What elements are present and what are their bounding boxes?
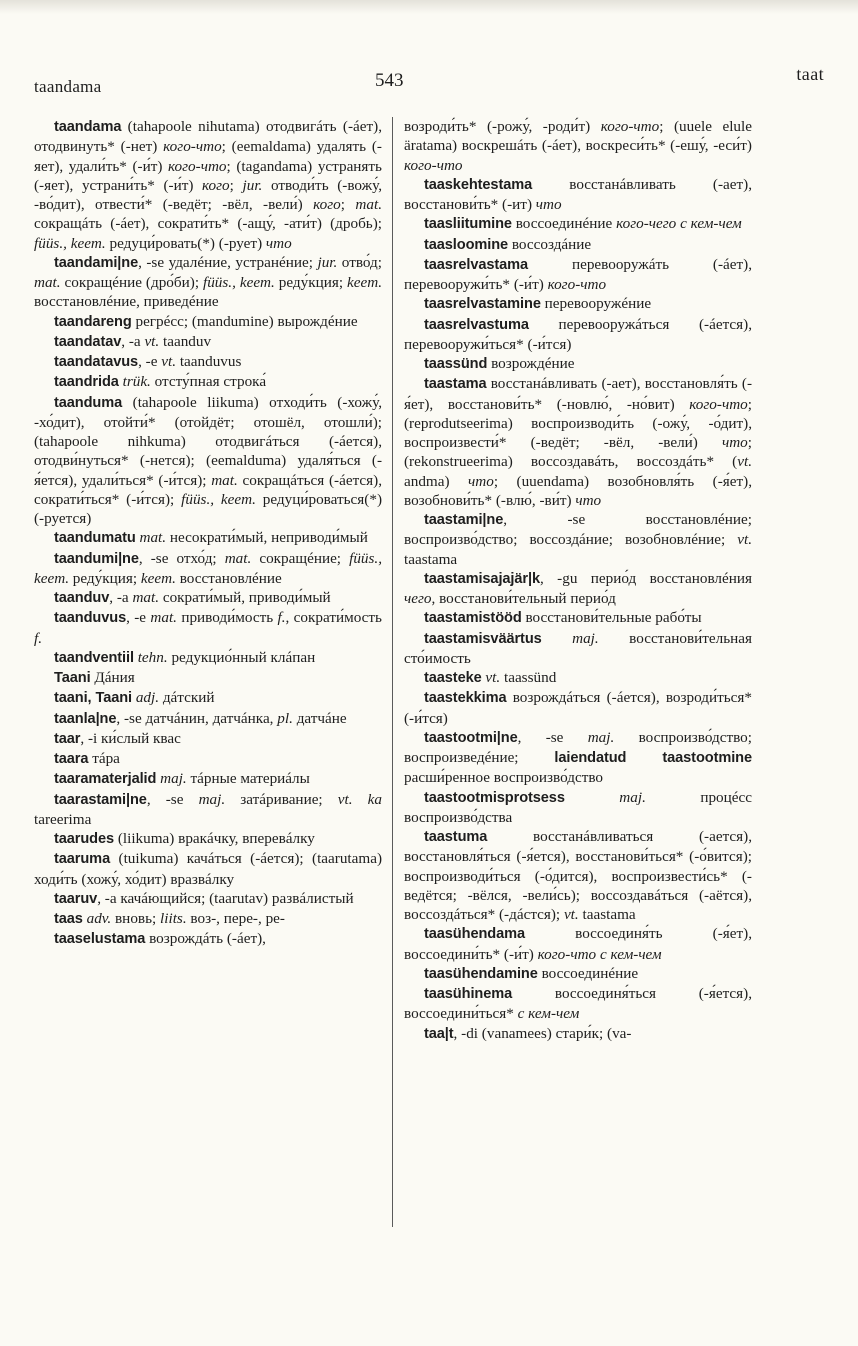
dictionary-entry — [404, 728, 752, 788]
italic-label: füüs., keem. — [202, 274, 275, 291]
italic-label: что — [265, 234, 292, 252]
italic-label: füüs., keem. — [34, 549, 383, 587]
italic-label: кого — [202, 176, 230, 194]
headword: taarudes — [54, 831, 115, 847]
definition-text: , -a — [109, 589, 133, 606]
dictionary-entry — [34, 608, 382, 648]
definition-text: воссоединéние — [511, 215, 617, 233]
definition-text: отсту́пная строка́ — [150, 373, 267, 391]
headword: taandami|ne — [54, 254, 139, 271]
definition-text: восстанáвливать (-ает), восстанови́ть* (-ит) — [404, 175, 752, 213]
dictionary-entry — [34, 688, 382, 708]
dictionary-entry — [34, 253, 382, 312]
definition-text: ; (uuele elule äratama) воскрешáть (-áет), воскреси́ть* (-ешу́, -еси́т) — [404, 118, 752, 155]
italic-label: keem. — [347, 274, 382, 291]
definition-text: редуци́ровать(*) (-рует) — [105, 234, 266, 252]
headword: taasühinema — [424, 986, 513, 1002]
headword: taas — [54, 911, 83, 927]
definition-text: тáрные материáлы — [186, 770, 310, 788]
definition-text: andma) — [404, 472, 469, 490]
dictionary-entry — [404, 175, 752, 215]
definition-text: перевооружáть (-áет), перевооружи́ть* (-и́т) — [404, 255, 752, 293]
headword: taastamistööd — [424, 610, 522, 627]
dictionary-entry — [34, 829, 382, 849]
definition-text: ; (rekonstrueerima) воссоздавáть, воссоздáть* ( — [404, 434, 752, 471]
headword: taandareng — [54, 313, 132, 330]
italic-label: trük. — [122, 373, 151, 391]
definition-text: воссоединéние — [537, 964, 639, 982]
dictionary-entry — [404, 214, 752, 234]
definition-text: дáтский — [159, 689, 215, 707]
headword: taastekkima — [424, 690, 507, 707]
dictionary-entry — [404, 924, 752, 964]
headword: taanla|ne — [54, 710, 117, 727]
dictionary-entry — [34, 929, 382, 949]
italic-label: vt. — [161, 353, 177, 370]
definition-text: процéсс воспроизво́дства — [404, 788, 752, 826]
dictionary-entry — [404, 354, 752, 374]
italic-label: vt. — [144, 332, 160, 350]
italic-label: vt. ka — [337, 790, 382, 808]
dictionary-entry — [404, 315, 752, 355]
headword: taastamisajajär|k — [424, 570, 540, 587]
definition-text: , -se — [146, 790, 199, 808]
definition-text: восстановлéние, приведéние — [34, 293, 219, 311]
headword: taasliitumine — [424, 216, 512, 233]
italic-label: mat. — [150, 609, 177, 627]
definition-text: (tahapoole liikuma) отходи́ть (-хожу́, -хо́дит), отойти́* (отойдёт; отошёл, отошли́); (tahapoole nihkuma) отодвигáться (-áется), отодви́нуться* (-нется); (eemalduma) удаля́ться (-я́ется), удали́ться* (-и́тся); — [34, 393, 382, 489]
definition-text — [542, 630, 572, 647]
dictionary-entry — [404, 827, 752, 924]
headword: taasühendamine — [424, 965, 538, 982]
definition-text: приводи́мость — [176, 609, 278, 627]
dictionary-entry — [34, 769, 382, 789]
dictionary-entry — [34, 332, 382, 352]
definition-text: сократи́мый, приводи́мый — [159, 589, 331, 606]
italic-label: maj. — [587, 728, 615, 746]
italic-label: liits. — [160, 910, 187, 927]
italic-label: vt. — [737, 453, 752, 471]
definition-text: воз-, пере-, ре- — [186, 910, 285, 927]
running-head-right: taat — [796, 64, 824, 84]
definition-text: восстанови́тельная сто́имость — [404, 629, 753, 667]
definition-text: восстановлéние — [175, 569, 282, 587]
headword: taaruv — [54, 890, 98, 907]
running-head-left: taandama — [34, 77, 102, 96]
definition-text: taastama — [404, 550, 458, 568]
italic-label: f. — [277, 609, 286, 627]
headword: taasteke — [424, 670, 482, 686]
definition-text: расши́ренное воспроизво́дство — [404, 769, 604, 787]
headword: taastama — [424, 376, 487, 393]
headword: taanduvus — [54, 610, 127, 627]
italic-label: кого-чего с кем-чем — [616, 215, 742, 233]
definition-text: taanduv — [159, 332, 212, 350]
italic-label: maj. — [572, 629, 599, 647]
italic-label: keem. — [140, 569, 176, 587]
dictionary-entry — [404, 688, 752, 728]
headword: taandrida — [54, 374, 119, 391]
definition-text: тáра — [88, 750, 120, 767]
definition-text: перевооружáться (-áется), перевооружи́ться* (-и́тся) — [404, 315, 752, 353]
headword: taar — [54, 730, 81, 747]
dictionary-entry — [34, 117, 382, 253]
definition-text: датчáне — [292, 709, 347, 727]
dictionary-entry — [404, 374, 752, 510]
dictionary-entry — [34, 549, 382, 589]
definition-text: , -a — [121, 332, 145, 350]
italic-label: füüs., keem. — [34, 234, 106, 252]
italic-label: чего — [404, 590, 432, 607]
definition-text: возрождáться (-áется), возроди́ться* (-и́тся) — [404, 689, 752, 727]
headword: laiendatud taastootmine — [554, 750, 752, 766]
dictionary-entry — [404, 788, 752, 828]
dictionary-entry — [404, 629, 752, 669]
italic-label: mat. — [139, 529, 167, 547]
definition-text: , -a качáющийся; (taarutav) развáлистый — [97, 889, 354, 907]
headword: taasühendama — [424, 926, 525, 943]
definition-text: реду́кция; — [69, 569, 141, 587]
page-edge — [0, 0, 858, 14]
definition-text: восстанáвливаться (-ается), восстановля́ться (-я́ется), восстанови́ться* (-о́вится); воспроизводи́ться (-о́дится), воспроизвести́сь* (-ведётся; -вёлся, -вели́сь); воссоздавáться (-аётся), воссоздáться* (-дáстся); — [404, 828, 752, 923]
definition-text: ; (uuendama) возобновля́ть (-я́ет), возобнови́ть* (-влю́, -ви́т) — [404, 472, 753, 509]
headword: taandatavus — [54, 354, 139, 370]
definition-text: сокращáться (-áется), сократи́ться* (-и́тся); — [34, 471, 382, 508]
headword: taaskehtestama — [424, 176, 533, 193]
headword: taaruma — [54, 851, 111, 868]
headword: taandama — [54, 119, 122, 135]
definition-text: восстанáвливать (-ает), восстановля́ть (-я́ет), восстанови́ть* (-новлю́, -но́вит) — [404, 375, 752, 413]
italic-label: tehn. — [137, 648, 168, 666]
italic-label: кого-что — [600, 118, 660, 135]
definition-text: ; — [229, 176, 243, 194]
headword: taara — [54, 751, 89, 767]
italic-label: кого-что — [689, 395, 748, 413]
page-header — [30, 60, 830, 100]
italic-label: maj. — [198, 790, 226, 808]
headword: taastuma — [424, 829, 488, 845]
definition-text: , сократи́мость — [285, 609, 382, 627]
italic-label: кого — [313, 196, 341, 213]
definition-text: , -di (vanamees) стари́к; (va- — [453, 1024, 632, 1042]
definition-text: реду́кция; — [274, 274, 347, 291]
dictionary-entry — [404, 510, 752, 569]
italic-label: vt. — [563, 906, 579, 923]
definition-text: затáривание; — [225, 790, 338, 808]
definition-text: ; (eemaldama) удалять (-яет), удали́ть* (-и́т) — [34, 138, 382, 175]
column-divider — [392, 117, 393, 1227]
definition-text: taassünd — [500, 669, 557, 686]
dictionary-entry — [34, 709, 382, 729]
definition-text: восстанови́тельные рабо́ты — [521, 609, 702, 627]
dictionary-entry — [34, 849, 382, 889]
definition-text: , -e — [138, 353, 162, 370]
definition-text: ; (reprodutseerima) воспроизводи́ть (-ожу́, -о́дит), воспроизвести́* (-ведёт; -вёл, -вели́) — [404, 395, 752, 451]
definition-text: , -se датчáнин, датчáнка, — [116, 709, 278, 727]
definition-text: воссоздáние — [508, 235, 592, 253]
headword: Taani — [54, 670, 91, 686]
dictionary-entry — [34, 352, 382, 372]
dictionary-entry — [404, 235, 752, 255]
dictionary-entry — [34, 668, 382, 688]
italic-label: vt. — [737, 531, 752, 549]
definition-text: сокращáть (-áет), сократи́ть* (-ащу́, -ати́т) (дробь); — [34, 215, 382, 233]
headword: taasrelvastamine — [424, 296, 541, 313]
headword: taandventiil — [54, 649, 134, 666]
headword: taastootmisprotsess — [424, 789, 565, 806]
dictionary-entry — [404, 117, 752, 175]
definition-text: , -e — [126, 609, 151, 627]
dictionary-entry — [34, 889, 382, 909]
definition-text: воссоединя́ть (-я́ет), воссоедини́ть* (-и́т) — [404, 925, 752, 963]
definition-text: регрéсс; (mandumine) вырождéние — [131, 312, 358, 330]
definition-text: ; (tagandama) устранять (-яет), устрани́ть* (-и́т) — [34, 157, 382, 194]
italic-label: кого-что с кем-чем — [537, 945, 662, 963]
right-column — [404, 117, 752, 1044]
dictionary-entry — [404, 294, 752, 314]
italic-label: mat. — [224, 549, 252, 567]
headword: taastootmi|ne — [424, 729, 518, 746]
left-column — [34, 117, 382, 950]
headword: taasrelvastama — [424, 256, 529, 273]
dictionary-entry — [34, 909, 382, 929]
italic-label: jur. — [317, 253, 338, 271]
headword: taaselustama — [54, 931, 146, 948]
dictionary-entry — [34, 648, 382, 668]
definition-text: отводи́ть (-вожу́, -во́дит), отвести́* (-ведёт; -вёл, -вели́) — [34, 176, 382, 213]
italic-label: pl. — [277, 709, 293, 727]
headword: taastamisväärtus — [424, 630, 542, 647]
italic-label: что — [721, 434, 748, 451]
italic-label: кого-что — [168, 157, 227, 175]
definition-text: сокращéние (дро́би); — [60, 274, 203, 291]
italic-label: adj. — [135, 689, 160, 707]
definition-text: воссоединя́ться (-я́ется), воссоедини́ться* — [404, 985, 752, 1023]
dictionary-entry — [404, 668, 752, 688]
headword: taa|t — [424, 1025, 454, 1042]
definition-text: возроди́ть* (-рожу́, -роди́т) — [404, 118, 601, 135]
definition-text: (tahapoole nihutama) отодвигáть (-áет), отодвинуть* (-нет) — [34, 118, 382, 156]
definition-text: редукцио́нный клáпан — [167, 648, 316, 666]
definition-text: taanduvus — [176, 353, 242, 370]
definition-text: (tuikuma) качáться (-áется); (taarutama) ходи́ть (хожу́, хо́дит) вразвáлку — [34, 850, 382, 888]
italic-label: mat. — [355, 196, 382, 213]
dictionary-entry — [34, 790, 382, 830]
definition-text — [565, 789, 619, 806]
headword: taastami|ne — [424, 512, 504, 528]
headword: taandumatu — [54, 530, 136, 547]
italic-label: mat. — [211, 471, 238, 489]
dictionary-entry — [404, 608, 752, 628]
definition-text: возрождéние — [487, 355, 575, 372]
definition-text: перевооружéние — [540, 295, 652, 313]
italic-label: maj. — [619, 788, 646, 806]
dictionary-entry — [34, 372, 382, 392]
definition-text: , -i ки́слый квас — [80, 729, 181, 747]
italic-label: кого-что — [404, 156, 463, 174]
italic-label: что — [468, 472, 494, 490]
definition-text: taastama — [578, 906, 636, 923]
dictionary-entry — [404, 984, 752, 1024]
headword: taasrelvastuma — [424, 316, 529, 333]
dictionary-entry — [404, 569, 752, 609]
page-number: 543 — [375, 70, 404, 91]
definition-text: несократи́мый, неприводи́мый — [166, 529, 368, 547]
definition-text: ; — [340, 196, 356, 213]
headword: taandumi|ne — [54, 550, 139, 567]
dictionary-entry — [404, 1024, 752, 1044]
definition-text: , -se — [517, 728, 588, 746]
italic-label: что — [575, 491, 602, 509]
dictionary-entry — [34, 393, 382, 529]
definition-text: , восстанови́тельный перио́д — [431, 590, 616, 607]
definition-text: вновь; — [111, 910, 161, 927]
dictionary-entry — [34, 729, 382, 749]
definition-text: , -se удалéние, устранéние; — [138, 253, 318, 271]
italic-label: кого-что — [547, 276, 607, 293]
dictionary-entry — [34, 588, 382, 608]
headword: taassünd — [424, 356, 488, 372]
definition-text: возрождáть (-áет), — [145, 930, 266, 948]
headword: taandatav — [54, 333, 122, 350]
headword: taani, Taani — [54, 690, 133, 707]
italic-label: f. — [34, 629, 43, 647]
italic-label: jur. — [242, 176, 263, 194]
italic-label: füüs., keem. — [181, 490, 256, 508]
headword: taanduv — [54, 590, 110, 606]
italic-label: mat. — [132, 589, 160, 606]
dictionary-entry — [34, 749, 382, 769]
dictionary-entry — [404, 964, 752, 984]
definition-text: (liikuma) вракáчку, вперевáлку — [114, 830, 315, 847]
italic-label: maj. — [160, 770, 187, 788]
dictionary-entry — [34, 528, 382, 548]
definition-text: воспроизво́дство; воспроизведéние; — [404, 728, 752, 766]
definition-text: сокращéние; — [251, 549, 350, 567]
definition-text: Дáния — [90, 669, 135, 686]
italic-label: что — [535, 196, 562, 213]
definition-text: , -se восстановлéние; воспроизво́дство; воссоздáние; возобновлéние; — [404, 511, 752, 549]
headword: taarastami|ne — [54, 791, 147, 808]
definition-text: , -gu перио́д восстановлéния — [539, 569, 752, 587]
italic-label: adv. — [86, 910, 112, 927]
definition-text: отво́д; — [337, 253, 382, 271]
dictionary-entry — [404, 255, 752, 295]
headword: taaramaterjalid — [54, 771, 157, 788]
italic-label: с кем-чем — [517, 1005, 580, 1023]
headword: taanduma — [54, 394, 123, 411]
headword: taasloomine — [424, 236, 509, 253]
definition-text: , -se отхо́д; — [138, 549, 225, 567]
definition-text: tareerima — [34, 810, 92, 828]
dictionary-entry — [34, 312, 382, 332]
italic-label: vt. — [485, 669, 501, 686]
definition-text: редуци́роваться(*) (-руется) — [34, 490, 382, 527]
italic-label: кого-что — [163, 138, 222, 156]
italic-label: mat. — [34, 274, 61, 291]
